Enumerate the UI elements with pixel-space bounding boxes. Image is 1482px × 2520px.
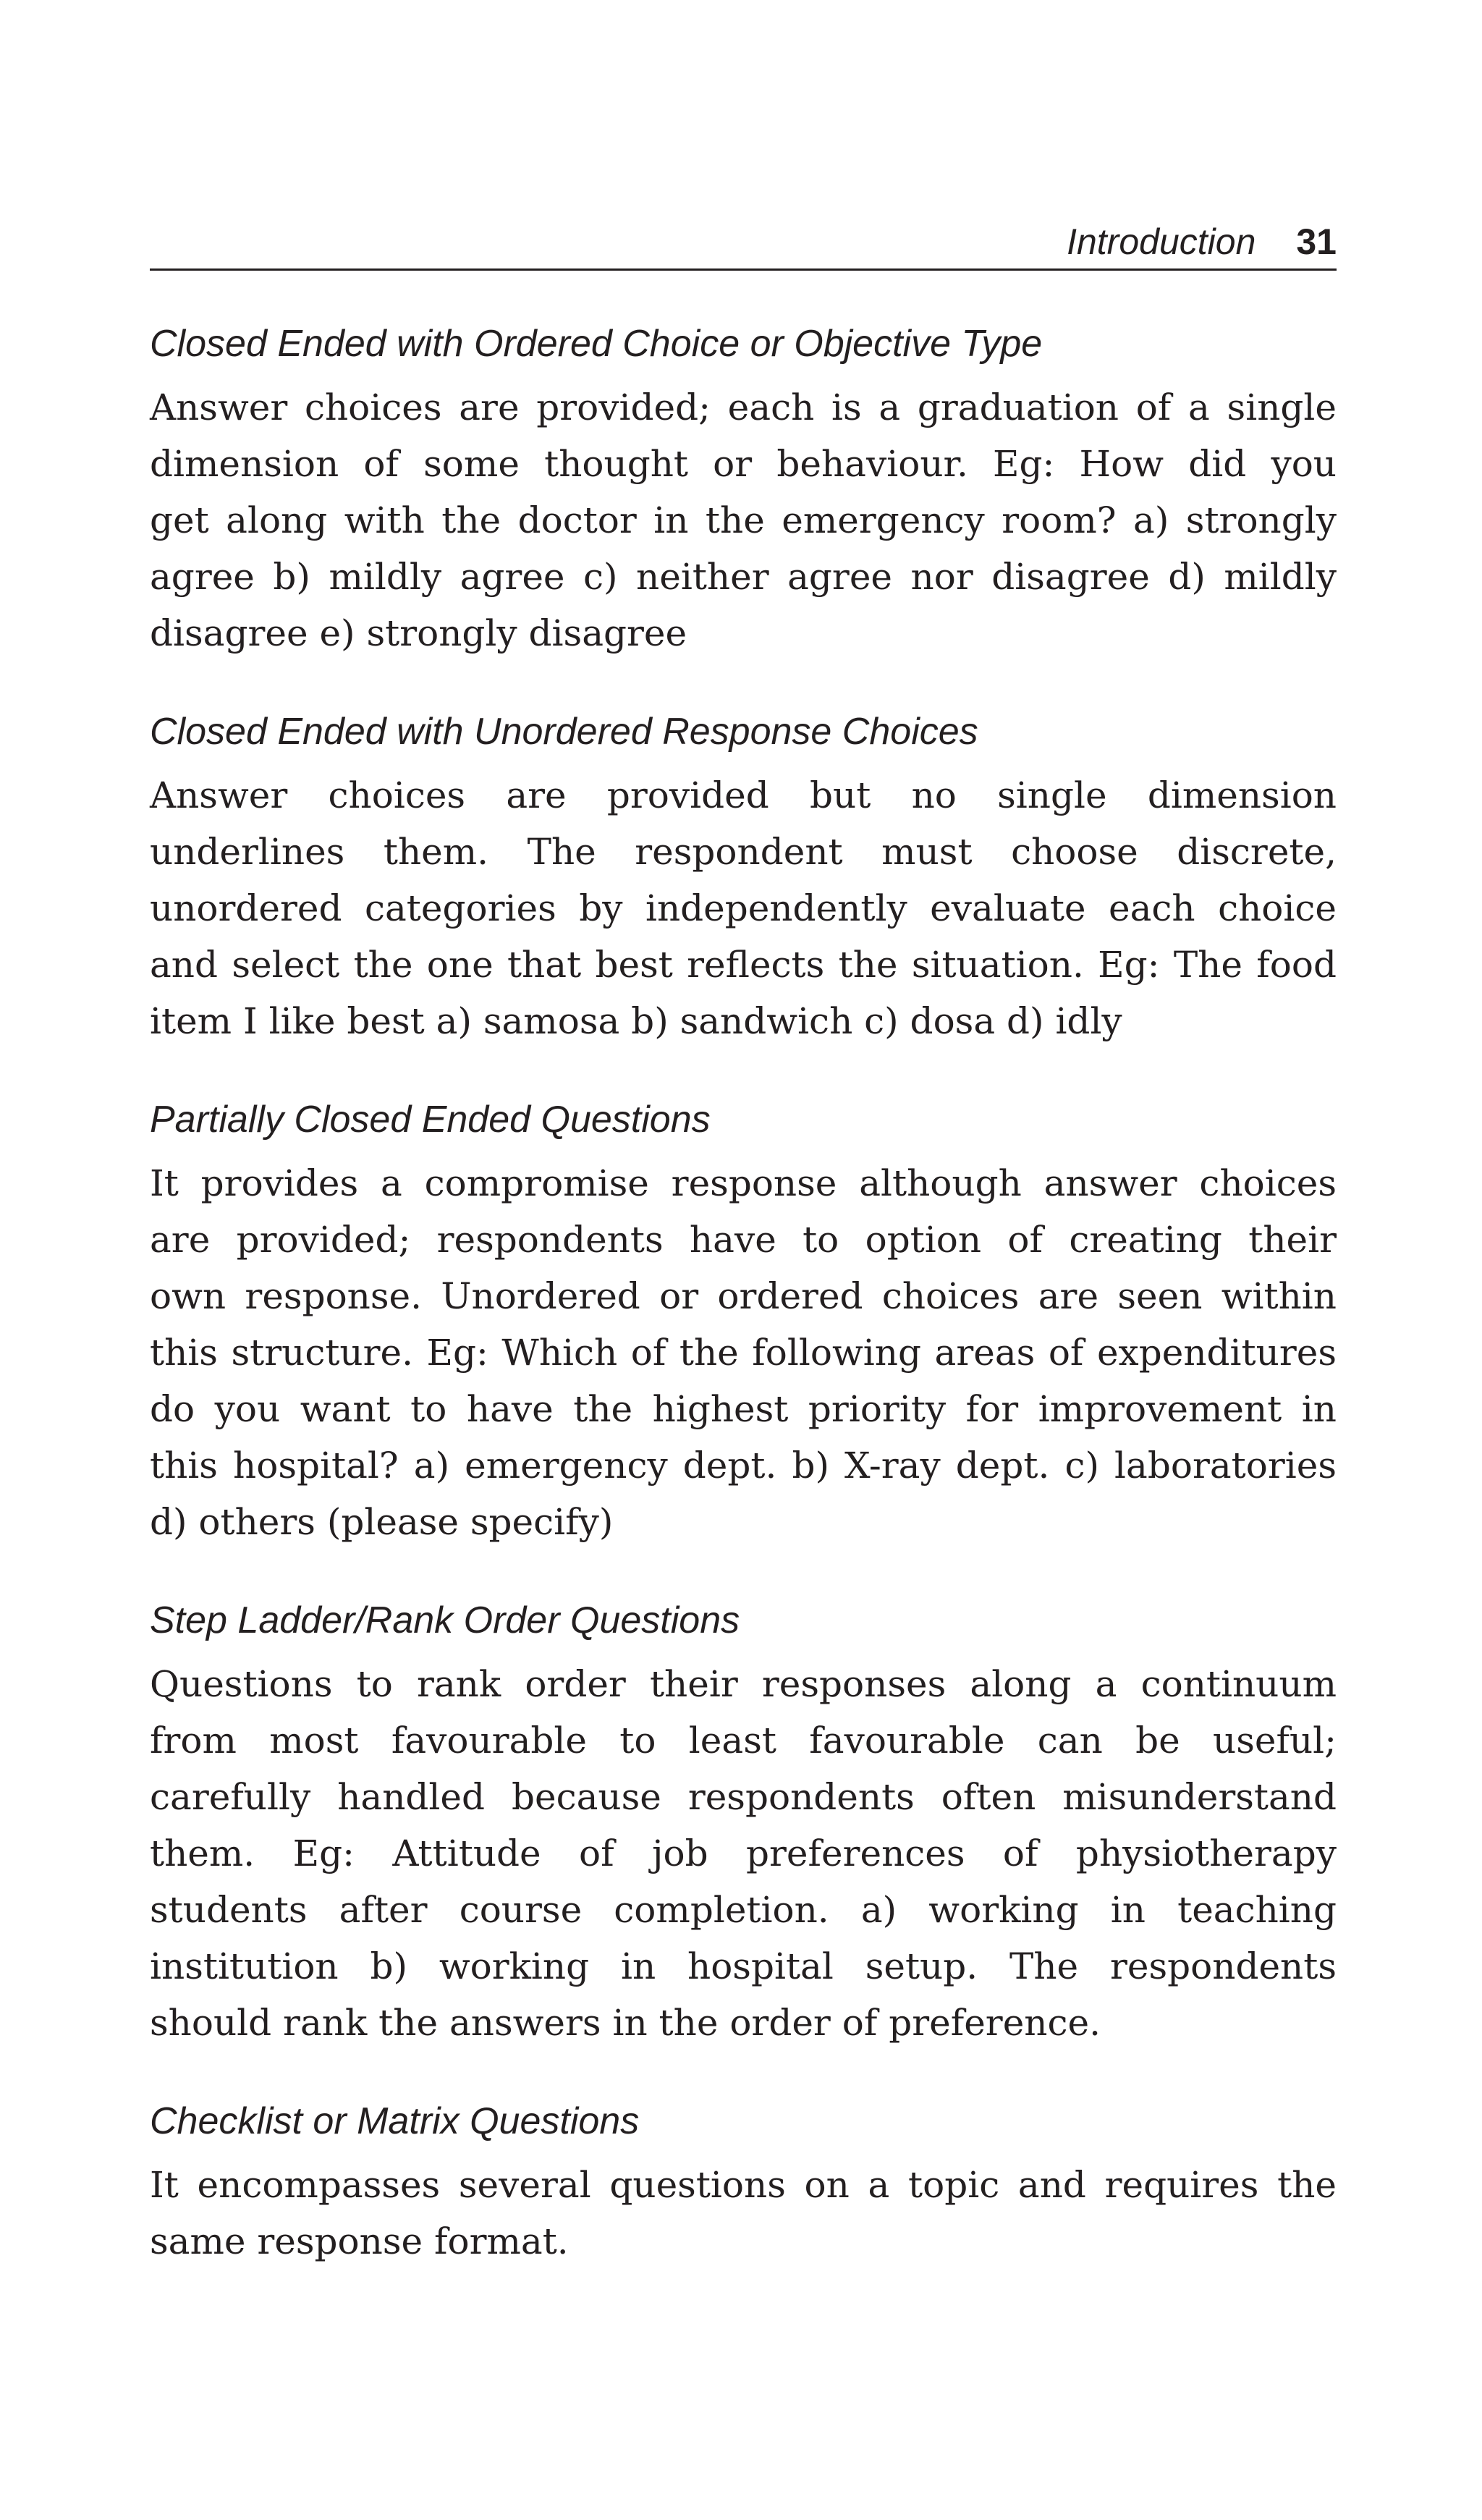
section-ordered-choice — [150, 318, 1337, 661]
section-checklist-matrix — [150, 2096, 1337, 2270]
running-head — [150, 213, 1337, 271]
paragraph-line: same response format. — [150, 2220, 569, 2262]
section-paragraph — [150, 2157, 1337, 2270]
paragraph-line: underlines them. The respondent must choose discrete, — [150, 831, 1337, 873]
paragraph-line: and select the one that best reflects the situation. Eg: The food — [150, 944, 1337, 986]
section-heading: Step Ladder/Rank Order Questions — [150, 1599, 740, 1641]
section-partially-closed — [150, 1094, 1337, 1550]
section-heading: Closed Ended with Unordered Response Choices — [150, 711, 978, 753]
paragraph-line: It encompasses several questions on a topic and requires the — [150, 2164, 1337, 2206]
section-paragraph — [150, 379, 1337, 661]
section-heading: Checklist or Matrix Questions — [150, 2100, 640, 2142]
section-paragraph — [150, 1155, 1337, 1550]
paragraph-line: Answer choices are provided; each is a graduation of a single — [150, 386, 1337, 428]
section-rank-order — [150, 1595, 1337, 2051]
paragraph-line: carefully handled because respondents often misunderstand — [150, 1776, 1337, 1818]
paragraph-line: dimension of some thought or behaviour. Eg: How did you — [150, 443, 1337, 485]
paragraph-line: them. Eg: Attitude of job preferences of physiotherapy — [150, 1832, 1337, 1874]
book-page — [150, 0, 1337, 2520]
section-paragraph — [150, 767, 1337, 1049]
paragraph-line: agree b) mildly agree c) neither agree nor disagree d) mildly — [150, 556, 1337, 598]
paragraph-line: Answer choices are provided but no single dimension — [150, 774, 1337, 816]
paragraph-line: should rank the answers in the order of preference. — [150, 2002, 1101, 2044]
paragraph-line: item I like best a) samosa b) sandwich c) dosa d) idly — [150, 1000, 1122, 1042]
paragraph-line: from most favourable to least favourable can be useful; — [150, 1720, 1337, 1762]
section-heading: Partially Closed Ended Questions — [150, 1099, 711, 1141]
paragraph-line: institution b) working in hospital setup. The respondents — [150, 1945, 1337, 1987]
paragraph-line: this structure. Eg: Which of the following areas of expenditures — [150, 1332, 1337, 1374]
paragraph-line: own response. Unordered or ordered choices are seen within — [150, 1275, 1337, 1317]
paragraph-line: unordered categories by independently evaluate each choice — [150, 887, 1337, 929]
paragraph-line: do you want to have the highest priority for improvement in — [150, 1388, 1337, 1430]
paragraph-line: d) others (please specify) — [150, 1501, 614, 1543]
paragraph-line: It provides a compromise response although answer choices — [150, 1162, 1337, 1204]
paragraph-line: Questions to rank order their responses along a continuum — [150, 1663, 1337, 1705]
page-number: 31 — [1296, 221, 1337, 262]
section-heading: Closed Ended with Ordered Choice or Objective Type — [150, 323, 1043, 365]
section-paragraph — [150, 1656, 1337, 2051]
running-head-section: Introduction — [1067, 221, 1256, 262]
paragraph-line: students after course completion. a) working in teaching — [150, 1889, 1337, 1931]
paragraph-line: get along with the doctor in the emergency room? a) strongly — [150, 499, 1337, 541]
page-content — [150, 318, 1337, 2314]
section-unordered-choices — [150, 706, 1337, 1049]
paragraph-line: disagree e) strongly disagree — [150, 612, 687, 654]
paragraph-line: this hospital? a) emergency dept. b) X-ray dept. c) laboratories — [150, 1445, 1337, 1487]
paragraph-line: are provided; respondents have to option of creating their — [150, 1219, 1337, 1261]
